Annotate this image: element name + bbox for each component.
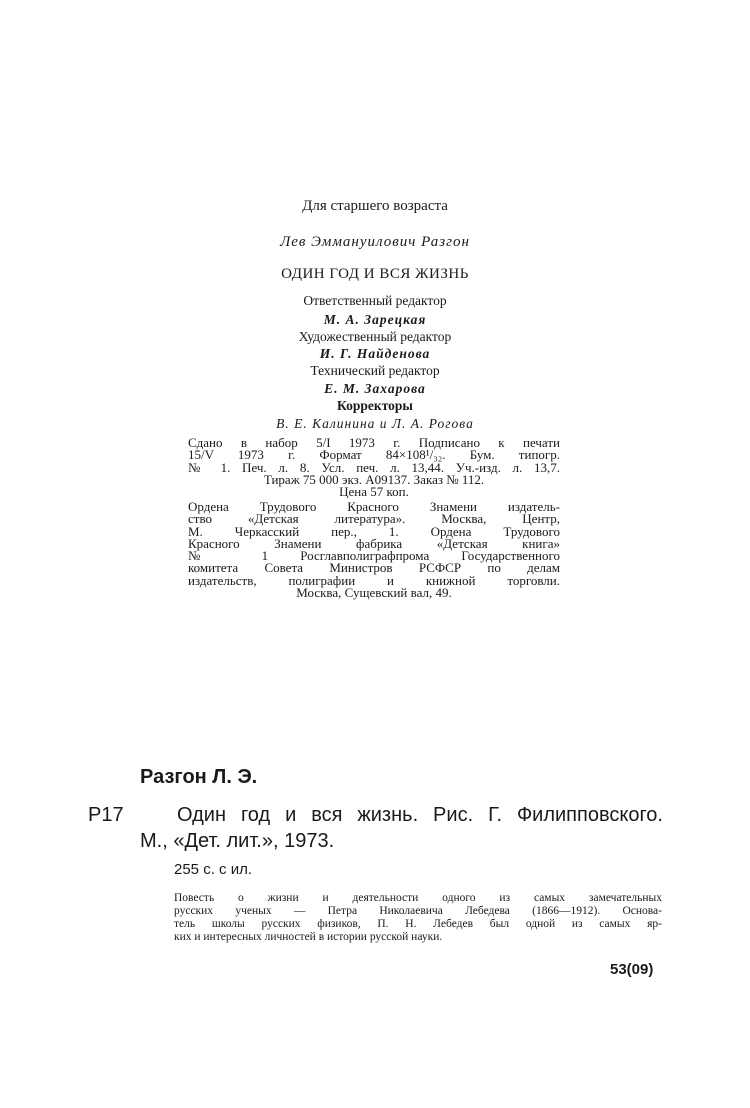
abstract-line: русских ученых — Петра Николаевича Лебедева (1866—1912). Основа- <box>174 905 662 917</box>
catalog-classification: Р17 <box>88 804 124 826</box>
print-info-line: Тираж 75 000 экз. А09137. Заказ № 112. <box>263 471 485 487</box>
abstract-line: ких и интересных личностей в истории русской науки. <box>174 931 443 943</box>
print-info-line: № 1. Печ. л. 8. Усл. печ. л. 13,44. Уч.-изд. л. 13,7. <box>188 459 560 475</box>
credit-name-proofreaders: В. Е. Калинина и Л. А. Рогова <box>276 416 474 431</box>
credit-role-tech-editor: Технический редактор <box>310 363 440 378</box>
credit-role-responsible-editor: Ответственный редактор <box>303 293 447 308</box>
publisher-info-line: Москва, Сущевский вал, 49. <box>296 585 452 601</box>
catalog-index-code: 53(09) <box>610 961 654 978</box>
author-full-name: Лев Эммануилович Разгон <box>280 234 470 250</box>
abstract-line: Повесть о жизни и деятельности одного из самых замечательных <box>174 892 662 904</box>
publisher-info-line: комитета Совета Министров РСФСР по делам <box>188 560 560 576</box>
catalog-abstract <box>174 892 662 944</box>
publisher-info-line: издательств, полиграфии и книжной торговли. <box>188 572 560 588</box>
abstract-line: тель школы русских физиков, П. Н. Лебедев был одной из самых яр- <box>174 918 662 930</box>
catalog-title-line: Один год и вся жизнь. Рис. Г. Филипповского. <box>177 804 663 826</box>
price-line: Цена 57 коп. <box>339 484 409 500</box>
publisher-info-block <box>188 501 560 599</box>
publisher-info-line: Красного Знамени фабрика «Детская книга» <box>188 535 560 551</box>
credit-name-responsible-editor: М. А. Зарецкая <box>323 312 427 327</box>
print-info-line: Сдано в набор 5/I 1973 г. Подписано к печати <box>188 435 560 450</box>
credit-name-art-editor: И. Г. Найденова <box>319 346 431 361</box>
publisher-info-line: М. Черкасский пер., 1. Ордена Трудового <box>188 523 560 539</box>
publisher-info-line: № 1 Росглавполиграфпрома Государственного <box>188 548 560 564</box>
credit-role-proofreaders: Корректоры <box>337 398 413 413</box>
catalog-imprint-line: М., «Дет. лит.», 1973. <box>140 830 335 852</box>
age-group-label: Для старшего возраста <box>302 198 448 214</box>
credit-name-tech-editor: Е. М. Захарова <box>324 381 426 396</box>
publisher-info-line: Ордена Трудового Красного Знамени издатель- <box>188 499 560 514</box>
print-info-block <box>188 437 560 498</box>
print-info-line: 15/V 1973 г. Формат 84×108¹/₃₂. Бум. типогр. <box>188 447 560 463</box>
book-title: ОДИН ГОД И ВСЯ ЖИЗНЬ <box>281 266 469 282</box>
catalog-pages: 255 с. с ил. <box>174 861 252 878</box>
publisher-info-line: ство «Детская литература». Москва, Центр, <box>188 511 560 527</box>
credit-role-art-editor: Художественный редактор <box>298 329 452 344</box>
catalog-author-heading: Разгон Л. Э. <box>140 766 258 788</box>
